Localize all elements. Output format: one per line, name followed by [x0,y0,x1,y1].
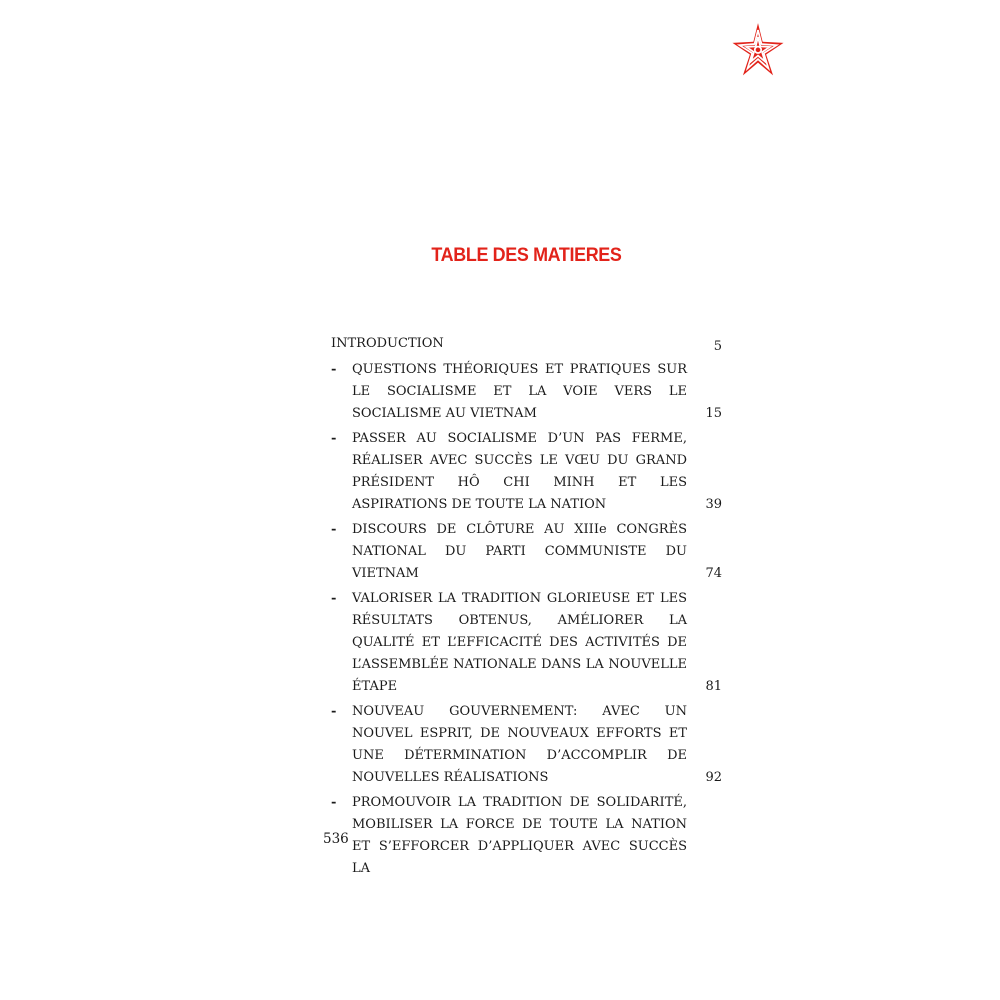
toc-entry-page-number: 39 [705,497,722,512]
toc-entry-bullet: - [331,704,337,719]
toc-entry-title: VALORISER LA TRADITION GLORIEUSE ET LES RÉSULTATS OBTENUS, AMÉLIORER LA QUALITÉ ET L’EFFICACITÉ DES ACTIVITÉS DE L’ASSEMBLÉE NATIONALE DANS LA NOUVELLE ÉTAPE [352,591,687,694]
toc-entry-page-number: 5 [713,339,722,354]
table-of-contents-title: TABLE DES MATIERES [431,244,622,266]
toc-entry [329,701,725,789]
toc-entry [329,519,725,585]
toc-entry-bullet: - [331,362,337,377]
toc-entry-label: INTRODUCTION [331,336,444,351]
toc-entry [329,359,725,425]
toc-entry-title: NOUVEAU GOUVERNEMENT: AVEC UN NOUVEL ESPRIT, DE NOUVEAUX EFFORTS ET UNE DÉTERMINATION D’ACCOMPLIR DE NOUVELLES RÉALISATIONS [352,704,687,785]
toc-entry-title: QUESTIONS THÉORIQUES ET PRATIQUES SUR LE SOCIALISME ET LA VOIE VERS LE SOCIALISME AU VIETNAM [352,362,687,421]
toc-entry-title: PASSER AU SOCIALISME D’UN PAS FERME, RÉALISER AVEC SUCCÈS LE VŒU DU GRAND PRÉSIDENT HÔ CHI MINH ET LES ASPIRATIONS DE TOUTE LA NATION [352,431,687,512]
toc-entry-title: DISCOURS DE CLÔTURE AU XIIIe CONGRÈS NATIONAL DU PARTI COMMUNISTE DU VIETNAM [352,522,687,581]
toc-entry-bullet: - [331,795,337,810]
toc-entry-bullet: - [331,522,337,537]
toc-entry [329,588,725,698]
toc-entry-introduction [329,333,725,359]
toc-entry [329,792,725,880]
page-number: 536 [323,831,349,847]
toc-entry-bullet: - [331,591,337,606]
publisher-star-emblem-icon [729,22,787,80]
toc-entry-page-number: 15 [705,406,722,421]
toc-entry-page-number: 81 [705,679,722,694]
toc-entry-bullet: - [331,431,337,446]
toc-entry [329,428,725,516]
table-of-contents [329,333,725,883]
toc-entry-page-number: 74 [705,566,722,581]
toc-entry-title: PROMOUVOIR LA TRADITION DE SOLIDARITÉ, MOBILISER LA FORCE DE TOUTE LA NATION ET S’EFFORCER D’APPLIQUER AVEC SUCCÈS LA [352,795,687,876]
toc-entry-page-number: 92 [705,770,722,785]
